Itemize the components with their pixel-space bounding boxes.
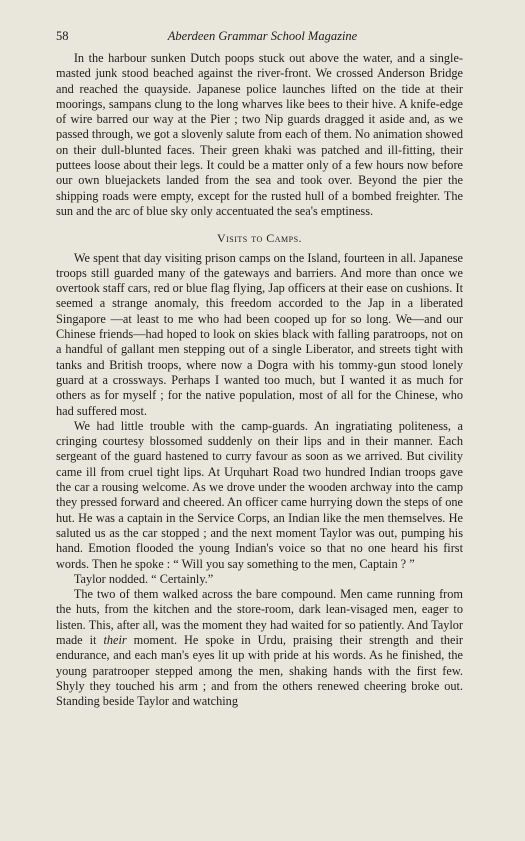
article-body [56, 51, 463, 709]
paragraph-compound [56, 587, 463, 709]
emphasis-word: their [103, 632, 127, 647]
paragraph-visiting-camps: We spent that day visiting prison camps on the Island, fourteen in all. Japanese troops still guarded many of the gateways and barriers. And more than once we overtook staff cars, red or blue flag flying, Jap officers at their ease on cushions. It seemed a strange anomaly, this freedom accorded to the Jap in a liberated Singapore —at least to me who had been cooped up for so long. We—and our Chinese friends—had hoped to look on skies black with falling paratroops, not on a handful of gallant men stepping out of a single Liberator, and streets tight with tanks and British troops, where now a Dogra with his tommy-gun stood lonely guard at a crossways. Perhaps I wanted too much, but I wanted it as much for others as for myself ; for the native population, most of all for the Chinese, who had suffered most. [56, 250, 463, 418]
paragraph-compound-text-start: The two of them walked across the bare compound. Men came running from the huts, from the kitchen and the store-room, dark lean-visaged men, eager to listen. This, after all, was the moment they had waited for so patiently. And Taylor made it [56, 587, 463, 647]
paragraph-compound-text-end: moment. He spoke in Urdu, praising their strength and their endurance, and each man's eyes lit up with pride at his words. As he finished, the young paratrooper stepped among the men, shaking hands with the first few. Shyly they touched his arm ; and from the others renewed cheering broke out. Standing beside Taylor and watching [56, 632, 463, 709]
paragraph-taylor-nodded: Taylor nodded. “ Certainly.” [73, 571, 214, 586]
page-number: 58 [56, 29, 69, 43]
page-header [56, 28, 469, 44]
section-heading: Visits to Camps. [216, 231, 303, 246]
paragraph-harbour: In the harbour sunken Dutch poops stuck out above the water, and a single-masted junk stood beached against the river-front. We crossed Anderson Bridge and reached the quayside. Japanese police launches lifted on the tide at their moorings, sampans clung to the long wharves like bees to their hive. A knife-edge of wire barred our way at the Pier ; two Nip guards dragged it aside and, as we passed through, we got a slovenly salute from each of them. No animation showed on their dull-blunted faces. Their green khaki was patched and ill-fitting, their puttees loose about their legs. It could be a matter only of a few hours now before our own bluejackets landed from the sea and took over. Beyond the pier the shipping roads were empty, except for the rusted hull of a bombed freighter. The sun and the arc of blue sky only accentuated the sea's emptiness. [56, 51, 463, 218]
running-title: Aberdeen Grammar School Magazine [167, 29, 358, 43]
paragraph-camp-guards: We had little trouble with the camp-guards. An ingratiating politeness, a cringing courtesy blossomed suddenly on their lips and in their manner. Each sergeant of the guard hastened to curry favour as soon as we arrived. But civility came ill from cruel tight lips. At Urquhart Road two hundred Indian troops gave the car a rousing welcome. As we drove under the wooden archway into the camp they pressed forward and cheered. An officer came hurrying down the steps of one hut. He was a captain in the Service Corps, an Indian like the men themselves. He saluted us as the car stopped ; and the next moment Taylor was out, pumping his hand. Emotion flooded the young Indian's voice so that no one heard his first words. Then he spoke : “ Will you say something to the men, Captain ? ” [56, 418, 463, 571]
